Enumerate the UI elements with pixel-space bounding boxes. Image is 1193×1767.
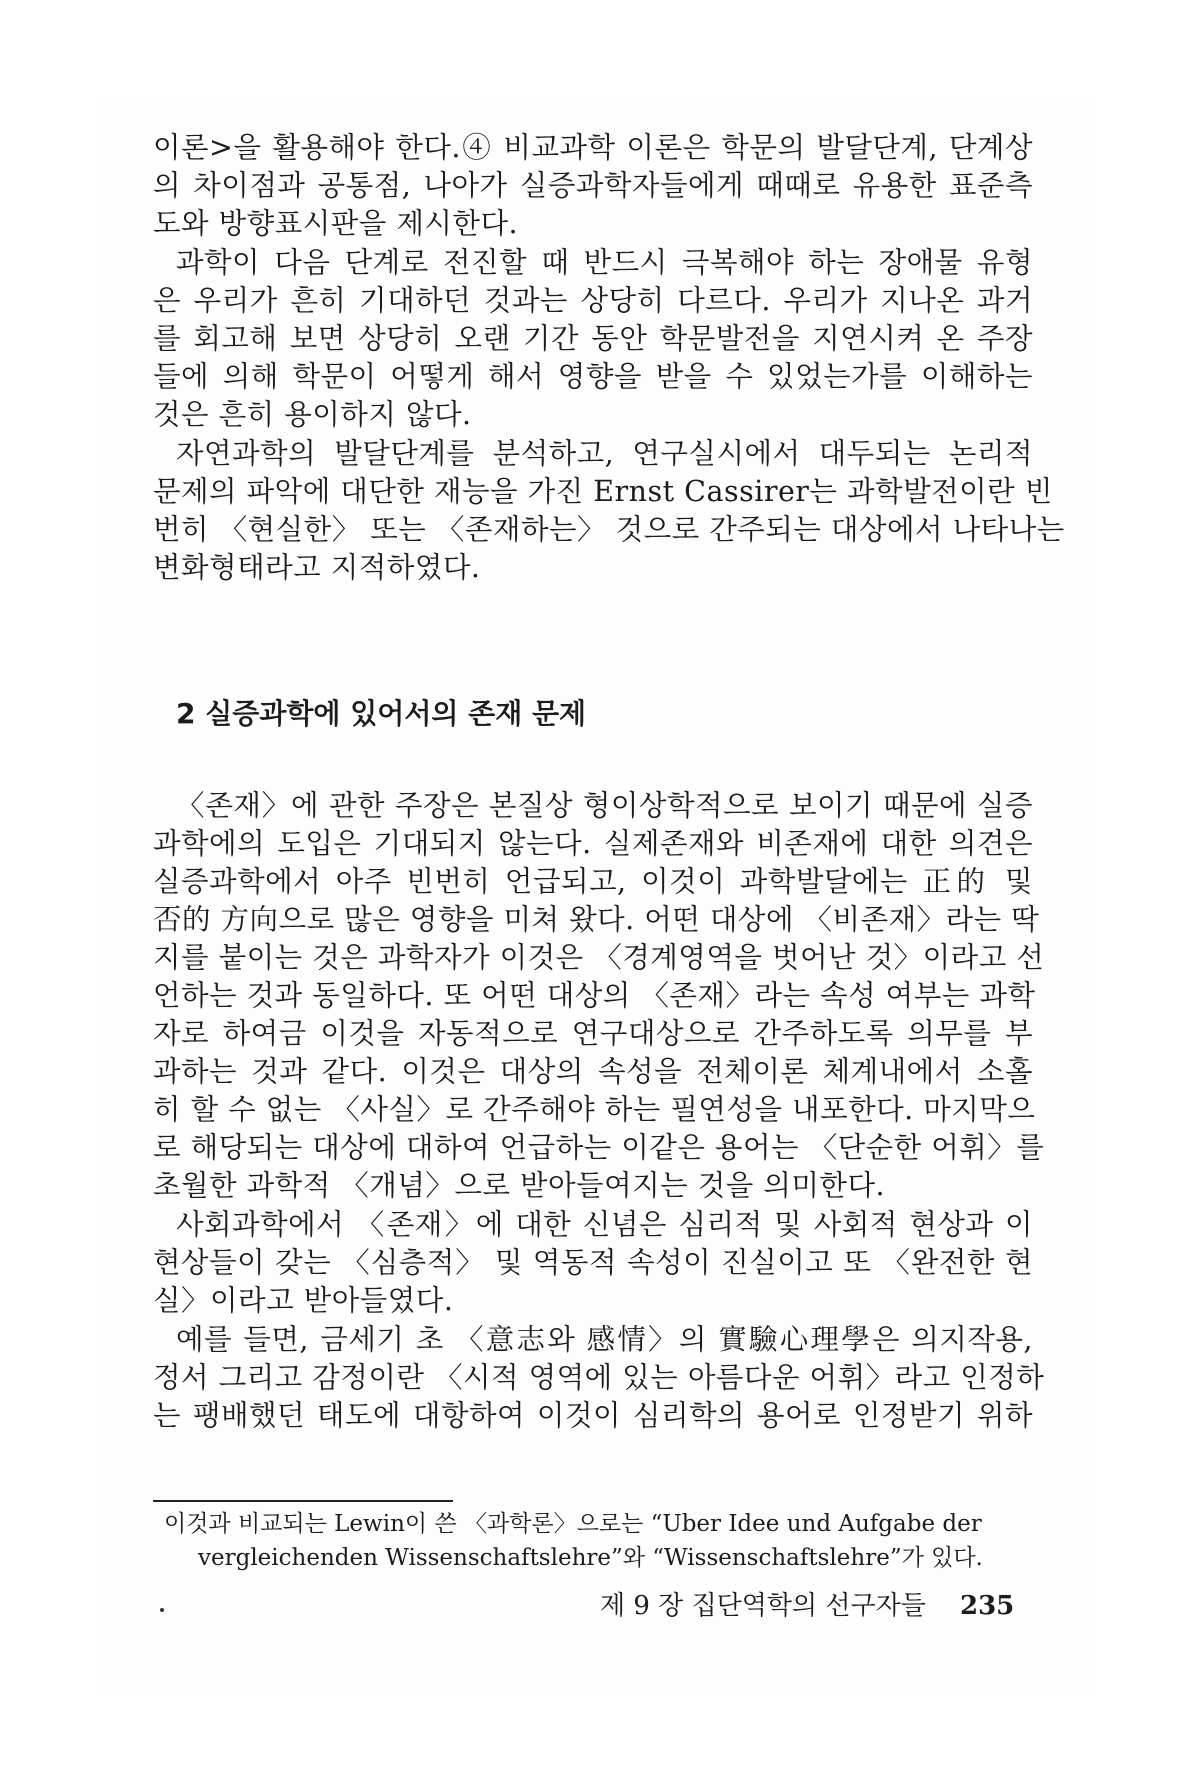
text-line: 를 회고해 보면 상당히 오랜 기간 동안 학문발전을 지연시켜 온 주장 (153, 322, 1033, 355)
text-line: 자연과학의 발달단계를 분석하고, 연구실시에서 대두되는 논리적 (176, 437, 1033, 470)
text-line: 초월한 과학적 〈개념〉으로 받아들여지는 것을 의미한다. (153, 1169, 886, 1202)
text-line: 언하는 것과 동일하다. 또 어떤 대상의 〈존재〉라는 속성 여부는 과학 (153, 979, 1036, 1012)
text-line: 실〉이라고 받아들였다. (153, 1284, 454, 1317)
text-line: 실증과학에서 아주 빈번히 언급되고, 이것이 과학발달에는 正的 및 (153, 865, 1033, 898)
text-line: 지를 붙이는 것은 과학자가 이것은 〈경계영역을 벗어난 것〉이라고 선 (153, 941, 1045, 974)
footnote-rule (153, 1500, 453, 1502)
section-heading: 2 실증과학에 있어서의 존재 문제 (176, 697, 587, 730)
footnote-line: vergleichenden Wissenschaftslehre”와 “Wissenschaftslehre”가 있다. (198, 1545, 983, 1571)
footnote-line: 이것과 비교되는 Lewin이 쓴 〈과학론〉으로는 “Uber Idee und Aufgabe der (164, 1511, 982, 1537)
text-line: 도와 방향표시판을 제시한다. (153, 207, 519, 240)
text-line: 변화형태라고 지적하였다. (153, 551, 481, 584)
text-line: 번히 〈현실한〉 또는 〈존재하는〉 것으로 간주되는 대상에서 나타나는 (153, 513, 1065, 546)
print-speck (160, 1608, 164, 1612)
text-line: 현상들이 갖는 〈심층적〉 및 역동적 속성이 진실이고 또 〈완전한 현 (153, 1246, 1033, 1279)
text-line: 은 우리가 흔히 기대하던 것과는 상당히 다르다. 우리가 지나온 과거 (153, 284, 1033, 317)
text-line: 들에 의해 학문이 어떻게 해서 영향을 받을 수 있었는가를 이해하는 (153, 360, 1033, 393)
text-line: 이론>을 활용해야 한다.④ 비교과학 이론은 학문의 발달단계, 단계상 (153, 131, 1033, 164)
text-line: 는 팽배했던 태도에 대항하여 이것이 심리학의 용어로 인정받기 위하 (153, 1399, 1033, 1432)
page-number: 235 (960, 1591, 1015, 1621)
running-head: 제 9 장 집단역학의 선구자들 (600, 1591, 926, 1621)
text-line: 의 차이점과 공통점, 나아가 실증과학자들에게 때때로 유용한 표준측 (153, 169, 1033, 202)
text-line: 否的 方向으로 많은 영향을 미쳐 왔다. 어떤 대상에 〈비존재〉라는 딱 (153, 903, 1040, 936)
text-line: 예를 들면, 금세기 초 〈意志와 感情〉의 實驗心理學은 의지작용, (176, 1323, 1033, 1356)
text-line: 〈존재〉에 관한 주장은 본질상 형이상학적으로 보이기 때문에 실증 (176, 789, 1033, 822)
text-line: 정서 그리고 감정이란 〈시적 영역에 있는 아름다운 어휘〉라고 인정하 (153, 1361, 1045, 1394)
text-line: 로 해당되는 대상에 대하여 언급하는 이같은 용어는 〈단순한 어휘〉를 (153, 1131, 1045, 1164)
text-line: 자로 하여금 이것을 자동적으로 연구대상으로 간주하도록 의무를 부 (153, 1017, 1033, 1050)
text-line: 과학이 다음 단계로 전진할 때 반드시 극복해야 하는 장애물 유형 (176, 246, 1033, 279)
text-line: 히 할 수 없는 〈사실〉로 간주해야 하는 필연성을 내포한다. 마지막으 (153, 1093, 1036, 1126)
text-line: 사회과학에서 〈존재〉에 대한 신념은 심리적 및 사회적 현상과 이 (176, 1208, 1033, 1241)
text-line: 과하는 것과 같다. 이것은 대상의 속성을 전체이론 체계내에서 소홀 (153, 1055, 1033, 1088)
text-line: 것은 흔히 용이하지 않다. (153, 398, 472, 431)
text-line: 과학에의 도입은 기대되지 않는다. 실제존재와 비존재에 대한 의견은 (153, 827, 1033, 860)
text-line: 문제의 파악에 대단한 재능을 가진 Ernst Cassirer는 과학발전이란 빈 (153, 475, 1053, 508)
